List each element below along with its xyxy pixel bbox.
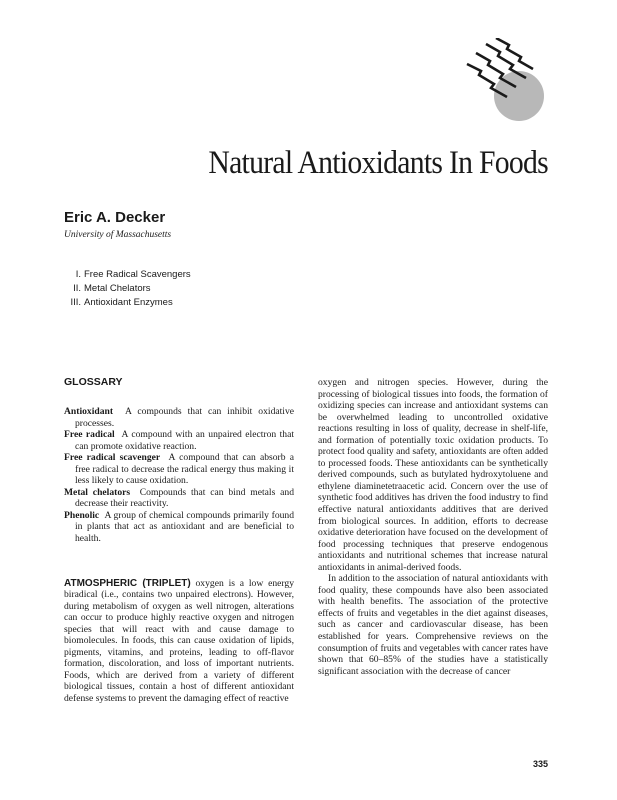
glossary-term: Antioxidant xyxy=(64,406,114,417)
author-affiliation: University of Massachusetts xyxy=(64,230,172,240)
page-number: 335 xyxy=(532,759,548,769)
glossary-entry xyxy=(64,510,294,545)
glossary-term: Phenolic xyxy=(64,509,100,521)
glossary-definition: A group of chemical compounds primarily found in plants that act as antioxidant and are beneficial to health. xyxy=(75,509,295,545)
glossary-heading: GLOSSARY xyxy=(64,376,123,388)
glossary-term: Free radical scavenger xyxy=(64,452,161,464)
glossary-definition: A compounds that can inhibit oxidative processes. xyxy=(75,406,295,429)
glossary-list xyxy=(64,406,294,545)
right-column xyxy=(318,377,548,677)
outline-number: III. xyxy=(70,297,81,308)
body-paragraph: In addition to the association of natural antioxidants with food quality, these compounds have also been associated with health benefits. The association of the protective effects of fruits and vegetables in the diet against diseases, such as cancer and cardiovascular disease, has been established for years. Comprehensive reviews on the consumption of fruits and vegetables with cancer rates have shown that 60–85% of the studies have a statistically significant association with the decrease of cancer xyxy=(318,573,548,677)
glossary-entry xyxy=(64,452,294,487)
outline-label: Antioxidant Enzymes xyxy=(84,297,173,308)
outline-item xyxy=(64,296,191,310)
outline-item xyxy=(64,282,191,296)
body-paragraph: oxygen and nitrogen species. However, during the processing of biological tissues into foods, the formation of oxidizing species can increase and antioxidant systems can be overwhelmed leading to uncontrolled oxidative reactions resulting in loss of quality, decrease in shelf-life, and formation of potentially toxic oxidation products. To protect food quality and safety, antioxidants are often added to processed foods. These antioxidants can be synthetically derived compounds, such as butylated hydroxytoluene and ethylene diaminetetraacetic acid. Concern over the use of synthetic food additives has driven the food industry to find effective natural antioxidants additives that are derived from biological sources. In addition, efforts to decrease oxidative deterioration have focused on the development of food processing techniques that preserve endogenous antioxidants and nutritional schemes that increase natural antioxidants in animal-derived foods. xyxy=(318,377,548,573)
glossary-entry xyxy=(64,487,294,510)
atmospheric-term: ATMOSPHERIC (TRIPLET) xyxy=(64,577,191,589)
chapter-title: Natural Antioxidants In Foods xyxy=(208,145,548,181)
outline-number: II. xyxy=(73,283,81,294)
glossary-definition: A compound with an unpaired electron that can promote oxidative reaction. xyxy=(75,429,295,452)
outline-label: Free Radical Scavengers xyxy=(84,269,191,280)
body-paragraph xyxy=(64,578,294,705)
glossary-entry xyxy=(64,429,294,452)
outline-item xyxy=(64,268,191,282)
atmospheric-text: oxygen is a low energy biradical (i.e., contains two unpaired electrons). However, during metabolism of oxygen as well nitrogen, alterations can occur to produce highly reactive oxygen and nitrogen species that will react with and cause damage to biomolecules. In foods, this can cause oxidation of lipids, pigments, vitamins, and proteins, leading to off-flavor formation, discoloration, and loss of important nutrients. Foods, which are derived from a variety of different biological tissues, contain a host of different antioxidant defense systems to prevent the damaging effect of reactive xyxy=(64,577,294,705)
lightning-bolt-logo-icon xyxy=(464,38,548,122)
glossary-term: Free radical xyxy=(64,429,115,441)
glossary-term: Metal chelators xyxy=(64,486,131,498)
left-column xyxy=(64,376,294,705)
author-name: Eric A. Decker xyxy=(64,209,166,226)
glossary-entry xyxy=(64,406,294,429)
outline-number: I. xyxy=(75,269,81,280)
outline-label: Metal Chelators xyxy=(84,283,151,294)
glossary-definition: Compounds that can bind metals and decrease their reactivity. xyxy=(75,486,294,510)
chapter-outline xyxy=(64,268,191,310)
glossary-definition: A compound that can absorb a free radical to decrease the radical energy thus making it less likely to cause oxidation. xyxy=(75,452,294,487)
